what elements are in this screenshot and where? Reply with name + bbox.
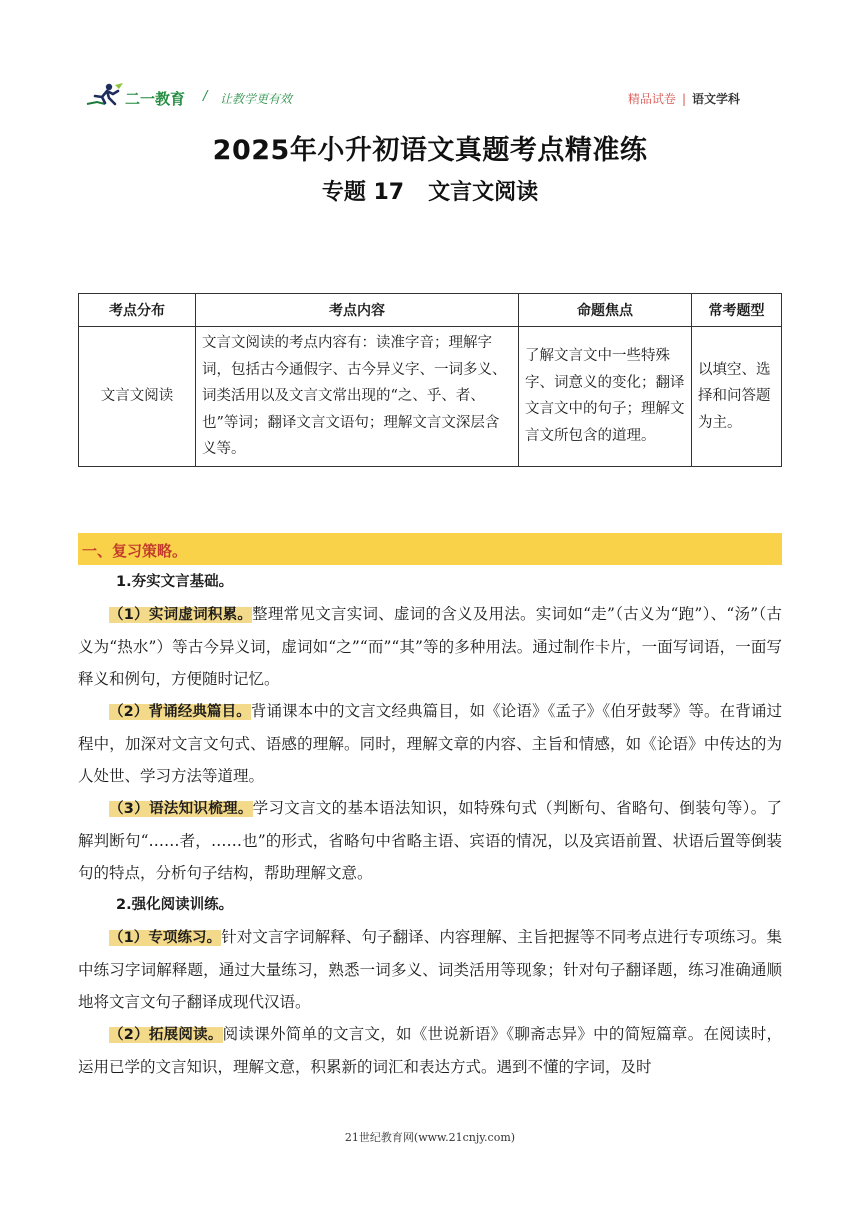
paragraph-text: 阅读课外简单的文言文，如《世说新语》《聊斋志异》中的简短篇章。在阅读时，运用已学的文言知识，理解文意，积累新的词汇和表达方式。遇到不懂的字词，及时 bbox=[78, 1025, 782, 1076]
logo-name: 二一教育 bbox=[125, 90, 186, 108]
document-body bbox=[78, 566, 782, 1083]
table-cell-content: 文言文阅读的考点内容有：读准字音；理解字词，包括古今通假字、古今异义字、一词多义、词类活用以及文言文常出现的“之、乎、者、也”等词；翻译文言文语句；理解文言文深层含义等。 bbox=[196, 327, 519, 467]
paragraph-text: 整理常见文言实词、虚词的含义及用法。实词如“走”（古义为“跑”）、“汤”（古义为“热水”）等古今异义词，虚词如“之”“而”“其”等的多种用法。通过制作卡片，一面写词语，一面写释义和例句，方便随时记忆。 bbox=[78, 605, 783, 688]
paragraph bbox=[78, 792, 782, 889]
header-label-1: 精品试卷 bbox=[627, 92, 676, 106]
paragraph bbox=[78, 695, 782, 792]
subtitle-name: 文言文阅读 bbox=[428, 180, 539, 205]
table-cell-type: 以填空、选择和问答题为主。 bbox=[692, 327, 782, 467]
page-footer: 21世纪教育网(www.21cnjy.com) bbox=[344, 1131, 516, 1144]
table-row bbox=[79, 327, 782, 467]
paragraph-label: （1）专项练习。 bbox=[109, 930, 222, 946]
subtitle-topic: 专题 17 bbox=[321, 180, 405, 205]
header-separator: | bbox=[681, 92, 686, 106]
page-subtitle bbox=[0, 175, 860, 206]
paragraph-label: （3）语法知识梳理。 bbox=[109, 801, 253, 817]
paragraph-text: 学习文言文的基本语法知识，如特殊句式（判断句、省略句、倒装句等）。了解判断句“……者，……也”的形式，省略句中省略主语、宾语的情况，以及宾语前置、状语后置等倒装句的特点，分析句子结构，帮助理解文意。 bbox=[78, 799, 782, 882]
running-person-icon bbox=[85, 82, 125, 108]
paragraph bbox=[78, 598, 782, 695]
logo-separator: / bbox=[203, 89, 208, 104]
logo-slogan: 让教学更有效 bbox=[220, 92, 293, 106]
section-title: 一、复习策略。 bbox=[82, 542, 188, 560]
paragraph-text: 背诵课本中的文言文经典篇目，如《论语》《孟子》《伯牙鼓琴》等。在背诵过程中，加深对文言文句式、语感的理解。同时，理解文章的内容、主旨和情感，如《论语》中传达的为人处世、学习方法等道理。 bbox=[78, 702, 782, 785]
table-header-row bbox=[79, 294, 782, 327]
page-header bbox=[85, 80, 740, 120]
table-header: 考点内容 bbox=[196, 294, 519, 327]
paragraph-label: （1）实词虚词积累。 bbox=[109, 607, 253, 623]
subsection-title: 1.夯实文言基础。 bbox=[116, 574, 234, 590]
paragraph-label: （2）背诵经典篇目。 bbox=[109, 704, 251, 720]
subsection-title: 2.强化阅读训练。 bbox=[116, 897, 234, 913]
header-right bbox=[628, 90, 740, 107]
table-cell-focus: 了解文言文中一些特殊字、词意义的变化；翻译文言文中的句子；理解文言文所包含的道理。 bbox=[519, 327, 692, 467]
exam-points-table bbox=[78, 293, 782, 467]
table-header: 常考题型 bbox=[692, 294, 782, 327]
paragraph bbox=[78, 921, 782, 1018]
section-header-bar bbox=[78, 533, 782, 565]
table-cell-distribution: 文言文阅读 bbox=[79, 327, 196, 467]
table-header: 考点分布 bbox=[79, 294, 196, 327]
paragraph-text: 针对文言字词解释、句子翻译、内容理解、主旨把握等不同考点进行专项练习。集中练习字词解释题，通过大量练习，熟悉一词多义、词类活用等现象；针对句子翻译题，练习准确通顺地将文言文句子翻译成现代汉语。 bbox=[78, 928, 782, 1011]
page-title: 2025年小升初语文真题考点精准练 bbox=[212, 135, 648, 166]
paragraph-label: （2）拓展阅读。 bbox=[109, 1027, 223, 1043]
header-label-2: 语文学科 bbox=[691, 92, 740, 106]
table-header: 命题焦点 bbox=[519, 294, 692, 327]
paragraph bbox=[78, 1018, 782, 1083]
